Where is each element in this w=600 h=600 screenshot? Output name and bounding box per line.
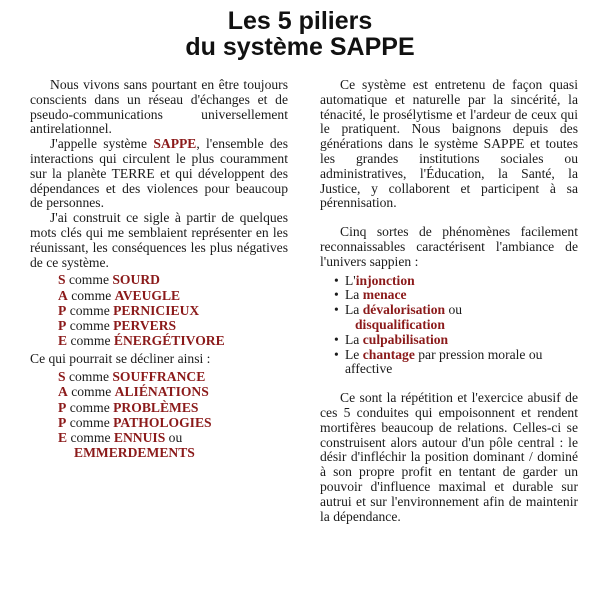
acronym-word: EMMERDEMENTS: [74, 445, 195, 461]
right-paragraph-3: Ce sont la répétition et l'exercice abusif de ces 5 conduites qui empoisonnent et rendent mortifères beaucoup de relations. Celles-ci se construisent alors autour d'un pôle central : le désir d'infléchir la position dominant / dominé à son propre profit en tentant de garder un pouvoir d'influence maximal et durable sur autrui et sur l'environnement afin de maintenir la dépendance.: [320, 390, 578, 524]
acronym-letter: A: [58, 287, 68, 303]
acronym-letter: E: [58, 333, 68, 349]
sappe-highlight: SAPPE: [153, 136, 197, 152]
acronym-2-row: [30, 400, 288, 415]
acronym-letter: E: [58, 429, 68, 445]
bullet-keyword: injonction: [355, 272, 415, 288]
acronym-2-row: [30, 415, 288, 430]
paragraph-gap: [320, 211, 578, 225]
right-column: [320, 78, 578, 524]
bullet-prefix: La: [345, 287, 363, 303]
left-column: [30, 78, 288, 463]
title-line-1: Les 5 piliers: [227, 7, 373, 35]
acronym-1-row: [30, 303, 288, 318]
p2-text-c: , l'ensemble des interactions qui circulent le plus couramment sur la planète TERRE et qui développent des dépendances et des violences pour beaucoup de personnes.: [30, 136, 288, 211]
bullet-keyword: menace: [362, 287, 407, 303]
acronym-connector: comme: [66, 302, 114, 318]
bullet-continuation: [345, 318, 578, 333]
bullet-keyword: chantage: [362, 346, 415, 362]
left-paragraph-2: [30, 137, 288, 211]
acronym-connector: comme: [67, 384, 115, 400]
acronym-letter: P: [58, 302, 67, 318]
bullet-keyword: disqualification: [355, 316, 445, 332]
acronym-connector: comme: [65, 369, 113, 385]
acronym-list-2: [30, 369, 288, 460]
bullet-suffix: ou: [445, 302, 463, 318]
acronym-connector: comme: [65, 272, 113, 288]
acronym-letter: A: [58, 384, 68, 400]
acronym-letter: P: [58, 399, 67, 415]
acronym-letter: P: [58, 317, 67, 333]
acronym-1-row: [30, 333, 288, 348]
right-paragraph-2: Cinq sortes de phénomènes facilement reconnaissables caractérisent l'ambiance de l'univers sappien :: [320, 224, 578, 269]
acronym-1-row: [30, 318, 288, 333]
bullet-keyword: dévalorisation: [362, 302, 446, 318]
acronym-connector: comme: [67, 287, 115, 303]
left-paragraph-4: Ce qui pourrait se décliner ainsi :: [30, 351, 211, 367]
acronym-2-continuation: [30, 445, 288, 460]
list-item: [334, 333, 578, 348]
acronym-word: SOUFFRANCE: [112, 369, 206, 385]
acronym-letter: P: [58, 414, 67, 430]
acronym-letter: S: [58, 272, 66, 288]
acronym-connector: comme: [66, 414, 114, 430]
page-title: [0, 8, 600, 60]
acronym-connector: comme: [66, 317, 114, 333]
acronym-word: PERNICIEUX: [113, 302, 200, 318]
acronym-word: PATHOLOGIES: [113, 414, 212, 430]
bullet-prefix: La: [345, 302, 363, 318]
acronym-connector: comme: [66, 399, 114, 415]
acronym-word: ENNUIS: [113, 429, 166, 445]
acronym-word: AVEUGLE: [114, 287, 181, 303]
bullet-keyword: culpabilisation: [362, 331, 449, 347]
bullet-prefix: Le: [345, 346, 363, 362]
acronym-2-row: [30, 430, 288, 445]
acronym-letter: S: [58, 369, 66, 385]
acronym-word: SOURD: [112, 272, 160, 288]
acronym-connector: comme: [67, 333, 114, 349]
list-item: [334, 303, 578, 333]
acronym-word: ALIÉNATIONS: [114, 384, 209, 400]
p2-text-a: J'appelle système: [50, 136, 154, 152]
right-paragraph-1: Ce système est entretenu de façon quasi automatique et naturelle par la sincérité, la ténacité, le prosélytisme et l'ardeur de ceux qui le pratiquent. Nous baignons depuis des générations dans le système SAPPE et toutes les grandes institutions sociales ou administratives, l'Éducation, la Santé, la Justice, y collaborent et participent à sa pérennisation.: [320, 77, 578, 211]
title-line-2: du système SAPPE: [185, 33, 415, 61]
bullet-suffix: par pression morale ou affective: [345, 346, 543, 377]
acronym-2-row: [30, 384, 288, 399]
list-item: [334, 348, 578, 378]
left-paragraph-3: J'ai construit ce sigle à partir de quelques mots clés qui me semblaient représenter en les réunissant, les conséquences les plus négatives de ce système.: [30, 210, 288, 270]
acronym-word: PERVERS: [113, 317, 177, 333]
paragraph-gap: [320, 377, 578, 391]
acronym-1-row: [30, 288, 288, 303]
acronym-word: PROBLÈMES: [113, 399, 199, 415]
left-paragraph-1: Nous vivons sans pourtant en être toujours conscients dans un réseau d'échanges et de pseudo-communications universellement antirelationnel.: [30, 77, 288, 137]
acronym-2-row: [30, 369, 288, 384]
bullet-prefix: La: [345, 331, 363, 347]
acronym-tail: ou: [165, 429, 183, 445]
acronym-connector: comme: [67, 429, 114, 445]
acronym-1-row: [30, 272, 288, 287]
acronym-word: ÉNERGÉTIVORE: [113, 333, 225, 349]
acronym-list-1: [30, 272, 288, 348]
list-item: [334, 274, 578, 289]
bullet-prefix: L': [345, 272, 356, 288]
list-item: [334, 288, 578, 303]
phenomena-list: [320, 274, 578, 378]
